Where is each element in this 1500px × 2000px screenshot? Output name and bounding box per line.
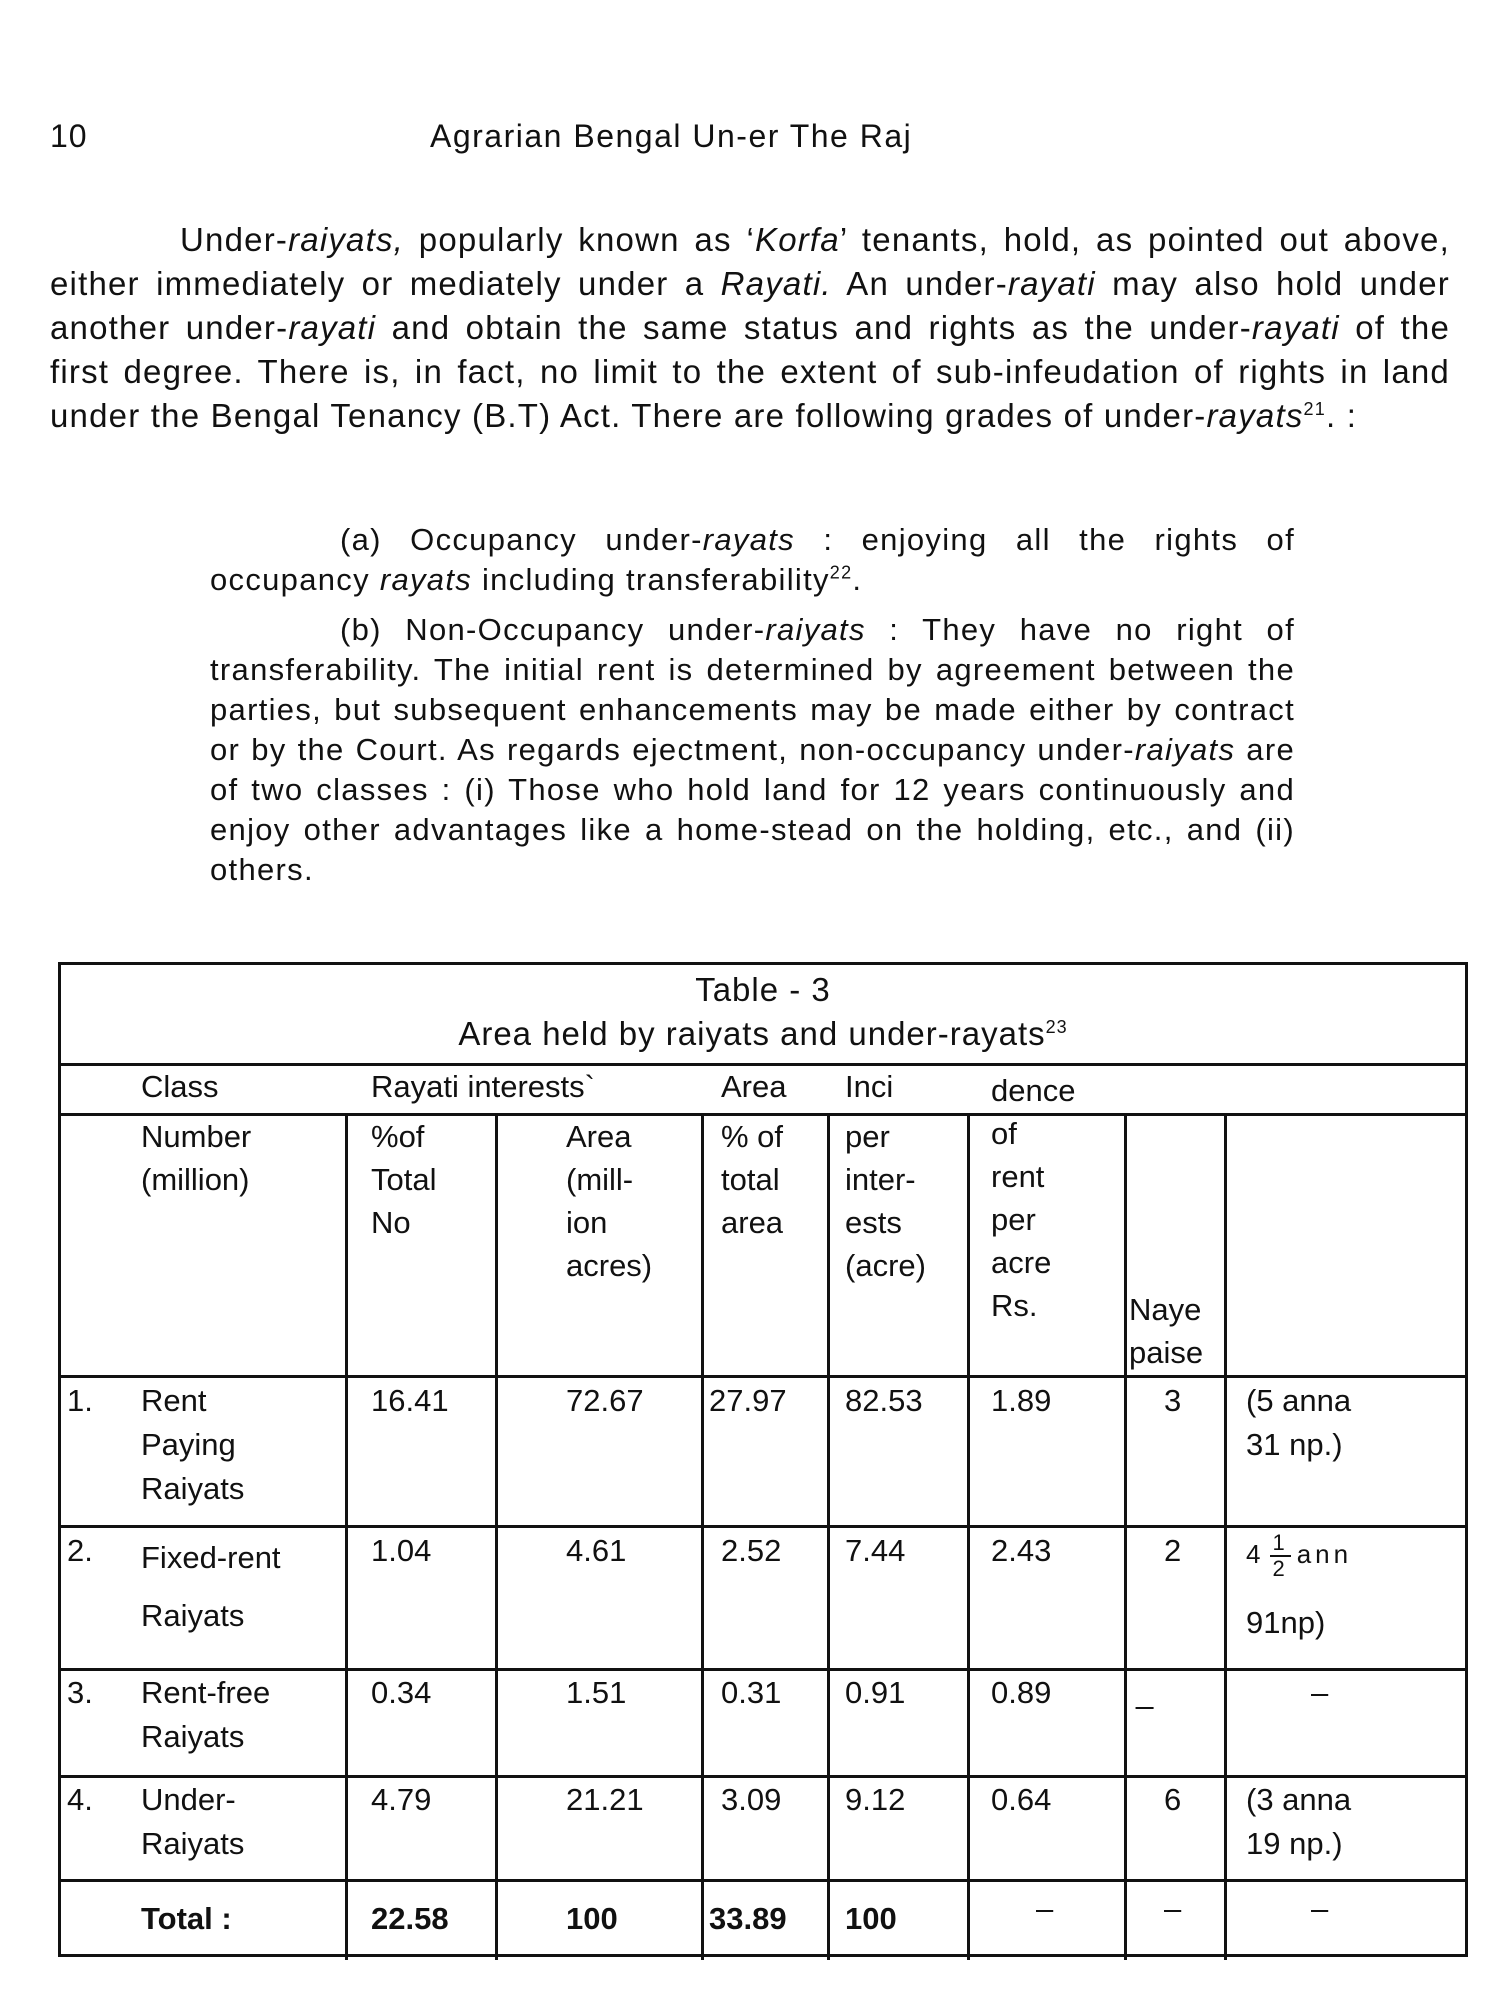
table-caption-title: Table - 3	[695, 971, 831, 1008]
total-naye-paise: –	[1164, 1891, 1182, 1926]
col-header-area-mill: Area (mill- ion acres)	[566, 1119, 653, 1283]
cell-incidence: 0.64	[991, 1782, 1052, 1817]
header-area: Area	[721, 1069, 787, 1104]
rule	[827, 1113, 830, 1960]
row-number: 3.	[67, 1675, 93, 1710]
total-incidence: –	[1036, 1891, 1054, 1926]
col-header-naye-paise: Naye paise	[1129, 1292, 1204, 1370]
grade-b-paragraph: (b) Non-Occupancy under-raiyats : They have no right of transferability. The initial rent is determined by agreement between the parties, but subsequent enhancements may be made either by contract or by the Court. As regards ejectment, non-occupancy under-raiyats are of two classes : (i) Those who hold land for 12 years continuously and enjoy other advantages like a home-stead on the holding, etc., and (ii) others.	[210, 612, 1295, 887]
row-number: 4.	[67, 1782, 93, 1817]
cell-area-mill: 21.21	[566, 1782, 644, 1817]
fraction: $\frac{1}{2}$	[1272, 1530, 1289, 1581]
cell-note: 4 $\frac{1}{2}$ ann	[1246, 1530, 1353, 1581]
col-header-pct-total-no: %of Total No	[371, 1119, 437, 1240]
cell-area-mill: 72.67	[566, 1383, 644, 1418]
col-header-pct-total-area: % of total area	[721, 1119, 784, 1240]
cell-pct-total-area: 2.52	[721, 1533, 782, 1568]
col-header-number: Number (million)	[141, 1119, 252, 1197]
page-number: 10	[50, 118, 88, 154]
rule	[61, 1375, 1465, 1378]
total-pct-total-no: 22.58	[371, 1901, 449, 1936]
row-label: Rent Paying Raiyats	[141, 1383, 245, 1506]
cell-per-interests: 82.53	[845, 1383, 923, 1418]
cell-pct-total-no: 16.41	[371, 1383, 449, 1418]
cell-area-mill: 1.51	[566, 1675, 627, 1710]
cell-incidence: 1.89	[991, 1383, 1052, 1418]
total-area-mill: 100	[566, 1901, 618, 1936]
cell-pct-total-no: 0.34	[371, 1675, 432, 1710]
total-per-interests: 100	[845, 1901, 897, 1936]
cell-pct-total-area: 3.09	[721, 1782, 782, 1817]
cell-per-interests: 9.12	[845, 1782, 906, 1817]
header-class: Class	[141, 1069, 219, 1104]
rule	[495, 1113, 498, 1960]
rule	[345, 1113, 348, 1960]
row-label: Fixed-rent Raiyats	[141, 1540, 281, 1633]
cell-pct-total-area: 27.97	[709, 1383, 787, 1418]
cell-naye-paise: 3	[1164, 1383, 1182, 1418]
cell-note: (5 anna 31 np.)	[1246, 1383, 1352, 1462]
col-header-per-interests: per inter- ests (acre)	[845, 1119, 926, 1283]
rule	[61, 1879, 1465, 1882]
cell-area-mill: 4.61	[566, 1533, 627, 1568]
cell-note: (3 anna 19 np.)	[1246, 1782, 1352, 1861]
cell-pct-total-no: 1.04	[371, 1533, 432, 1568]
row-label: Under- Raiyats	[141, 1782, 245, 1861]
cell-naye-paise: 6	[1164, 1782, 1182, 1817]
col-header-incidence: dence of rent per acre Rs.	[991, 1073, 1076, 1323]
cell-pct-total-area: 0.31	[721, 1675, 782, 1710]
header-rayati-interests: Rayati interests`	[371, 1069, 595, 1104]
cell-per-interests: 7.44	[845, 1533, 906, 1568]
row-number: 2.	[67, 1533, 93, 1568]
cell-naye-paise: 2	[1164, 1533, 1182, 1568]
total-note: –	[1311, 1891, 1329, 1926]
grade-a-paragraph: (a) Occupancy under-rayats : enjoying all the rights of occupancy rayats including transferability$^{22}$.	[210, 522, 1295, 597]
cell-per-interests: 0.91	[845, 1675, 906, 1710]
rule	[1224, 1113, 1227, 1960]
header-inci: Inci	[845, 1069, 894, 1104]
body-paragraph: Under-raiyats, popularly known as ‘Korfa’ tenants, hold, as pointed out above, either immediately or mediately under a Rayati. An under-rayati may also hold under another under-rayati and obtain the same status and rights as the under-rayati of the first degree. There is, in fact, no limit to the extent of sub-infeudation of rights in land under the Bengal Tenancy (B.T) Act. There are following grades of under-rayats$^{21}$. :	[50, 221, 1450, 434]
row-number: 1.	[67, 1383, 93, 1418]
area-table	[58, 962, 1468, 1957]
cell-note-line2: 91np)	[1246, 1605, 1326, 1640]
row-label: Rent-free Raiyats	[141, 1675, 271, 1754]
cell-pct-total-no: 4.79	[371, 1782, 432, 1817]
total-label: Total :	[141, 1901, 232, 1936]
rule	[701, 1113, 704, 1960]
rule	[1124, 1113, 1127, 1960]
cell-naye-paise: _	[1136, 1675, 1154, 1710]
cell-incidence: 2.43	[991, 1533, 1052, 1568]
page-header	[50, 118, 1450, 158]
running-title: Agrarian Bengal Un-er The Raj	[430, 118, 913, 154]
cell-note: –	[1311, 1675, 1329, 1710]
total-pct-total-area: 33.89	[709, 1901, 787, 1936]
rule	[967, 1113, 970, 1960]
rule	[61, 1525, 1465, 1528]
cell-incidence: 0.89	[991, 1675, 1052, 1710]
table-caption-subtitle: Area held by raiyats and under-rayats$^{23}$	[458, 1015, 1068, 1052]
